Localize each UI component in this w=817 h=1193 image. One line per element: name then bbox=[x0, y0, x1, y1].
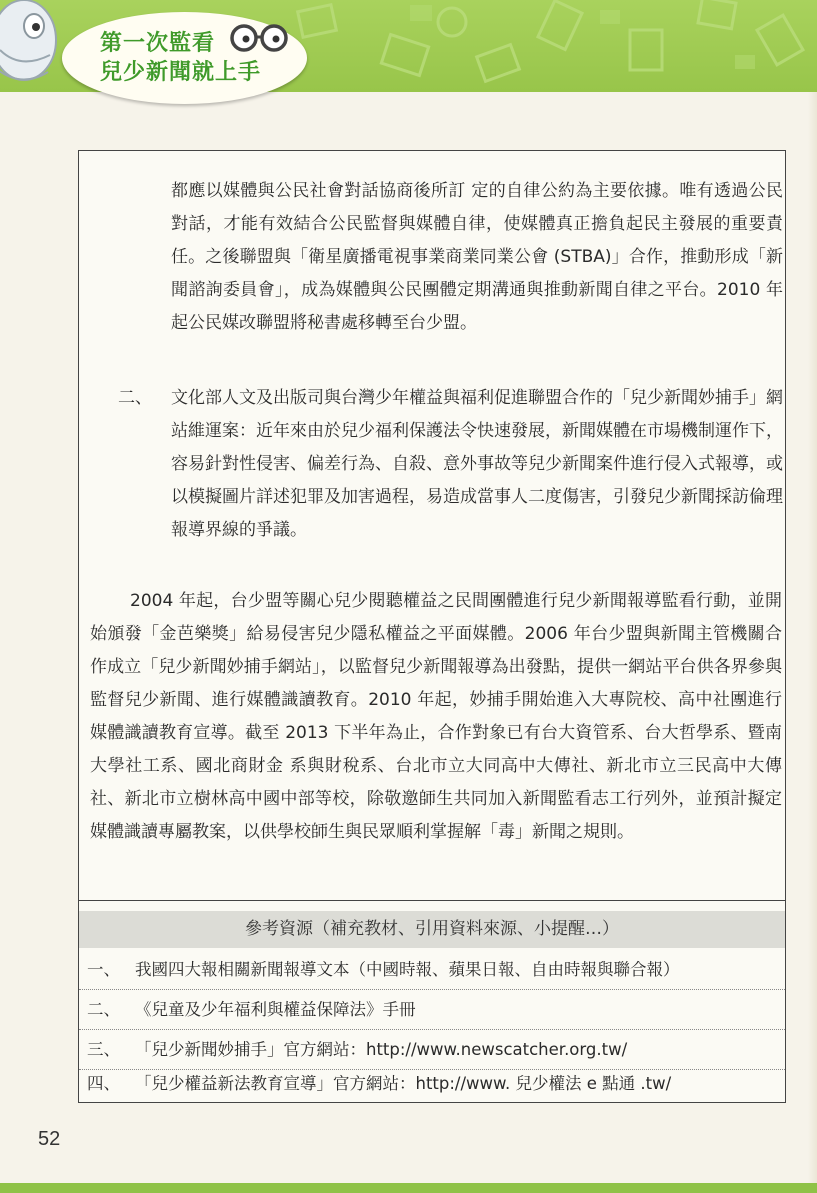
reference-item-number: 四、 bbox=[87, 1074, 120, 1093]
glasses-icon bbox=[228, 23, 292, 53]
reference-header: 參考資源（補充教材、引用資料來源、小提醒…） bbox=[79, 911, 785, 948]
book-title-line-1: 第一次監看 bbox=[100, 31, 216, 56]
reference-item bbox=[79, 990, 785, 1030]
mascot-icon bbox=[0, 0, 70, 100]
reference-item-text: 《兒童及少年福利與權益保障法》手冊 bbox=[135, 1000, 416, 1019]
reference-item-text: 「兒少權益新法教育宣導」官方網站：http://www. 兒少權法 e 點通 .tw/ bbox=[135, 1074, 672, 1093]
reference-item-number: 二、 bbox=[87, 1000, 120, 1019]
reference-item bbox=[79, 950, 785, 990]
item-2-number: 二、 bbox=[118, 388, 152, 408]
reference-item-number: 三、 bbox=[87, 1040, 120, 1059]
page-edge-shadow bbox=[808, 92, 817, 1183]
page-number: 52 bbox=[38, 1128, 61, 1150]
book-title-line-2: 兒少新聞就上手 bbox=[100, 60, 262, 85]
item-2-text: 文化部人文及出版司與台灣少年權益與福利促進聯盟合作的「兒少新聞妙捕手」網站維運案：近年來由於兒少福利保護法令快速發展，新聞媒體在市場機制運作下，容易針對性侵害、偏差行為、自殺、意外事故等兒少新聞案件進行侵入式報導，或以模擬圖片詳述犯罪及加害過程，易造成當事人二度傷害，引發兒少新聞採訪倫理報導界線的爭議。 bbox=[171, 388, 783, 540]
reference-item-text: 我國四大報相關新聞報導文本（中國時報、蘋果日報、自由時報與聯合報） bbox=[135, 960, 680, 979]
reference-item-text: 「兒少新聞妙捕手」官方網站：http://www.newscatcher.org.tw/ bbox=[135, 1040, 628, 1059]
bottom-green-bar bbox=[0, 1183, 817, 1193]
reference-item-number: 一、 bbox=[87, 960, 120, 979]
paragraph-3: 2004 年起，台少盟等關心兒少閱聽權益之民間團體進行兒少新聞報導監看行動，並開始頒發「金芭樂獎」給易侵害兒少隱私權益之平面媒體。2006 年台少盟與新聞主管機關合作成立「兒少新聞妙捕手網站」，以監督兒少新聞報導為出發點，提供一網站平台供各界參與監督兒少新聞、進行媒體識讀教育。2010 年起，妙捕手開始進入大專院校、高中社團進行媒體識讀教育宣導。截至 2013 下半年為止，合作對象已有台大資管系、台大哲學系、暨南大學社工系、國北商財金 系與財稅系、台北市立大同高中大傳社、新北市立三民高中大傳社、新北市立樹林高中國中部等校，除敬邀師生共同加入新聞監看志工行列外，並預計擬定媒體識讀專屬教案，以供學校師生與民眾順利掌握解「毒」新聞之規則。 bbox=[90, 591, 782, 842]
paragraph-1: 都應以媒體與公民社會對話協商後所訂 定的自律公約為主要依據。唯有透過公民對話，才能有效結合公民監督與媒體自律，使媒體真正擔負起民主發展的重要責任。之後聯盟與「衛星廣播電視事業商業同業公會 (STBA)」合作，推動形成「新聞諮詢委員會」，成為媒體與公民團體定期溝通與推動新聞自律之平台。2010 年起公民媒改聯盟將秘書處移轉至台少盟。 bbox=[171, 181, 783, 333]
reference-item bbox=[79, 1064, 785, 1104]
